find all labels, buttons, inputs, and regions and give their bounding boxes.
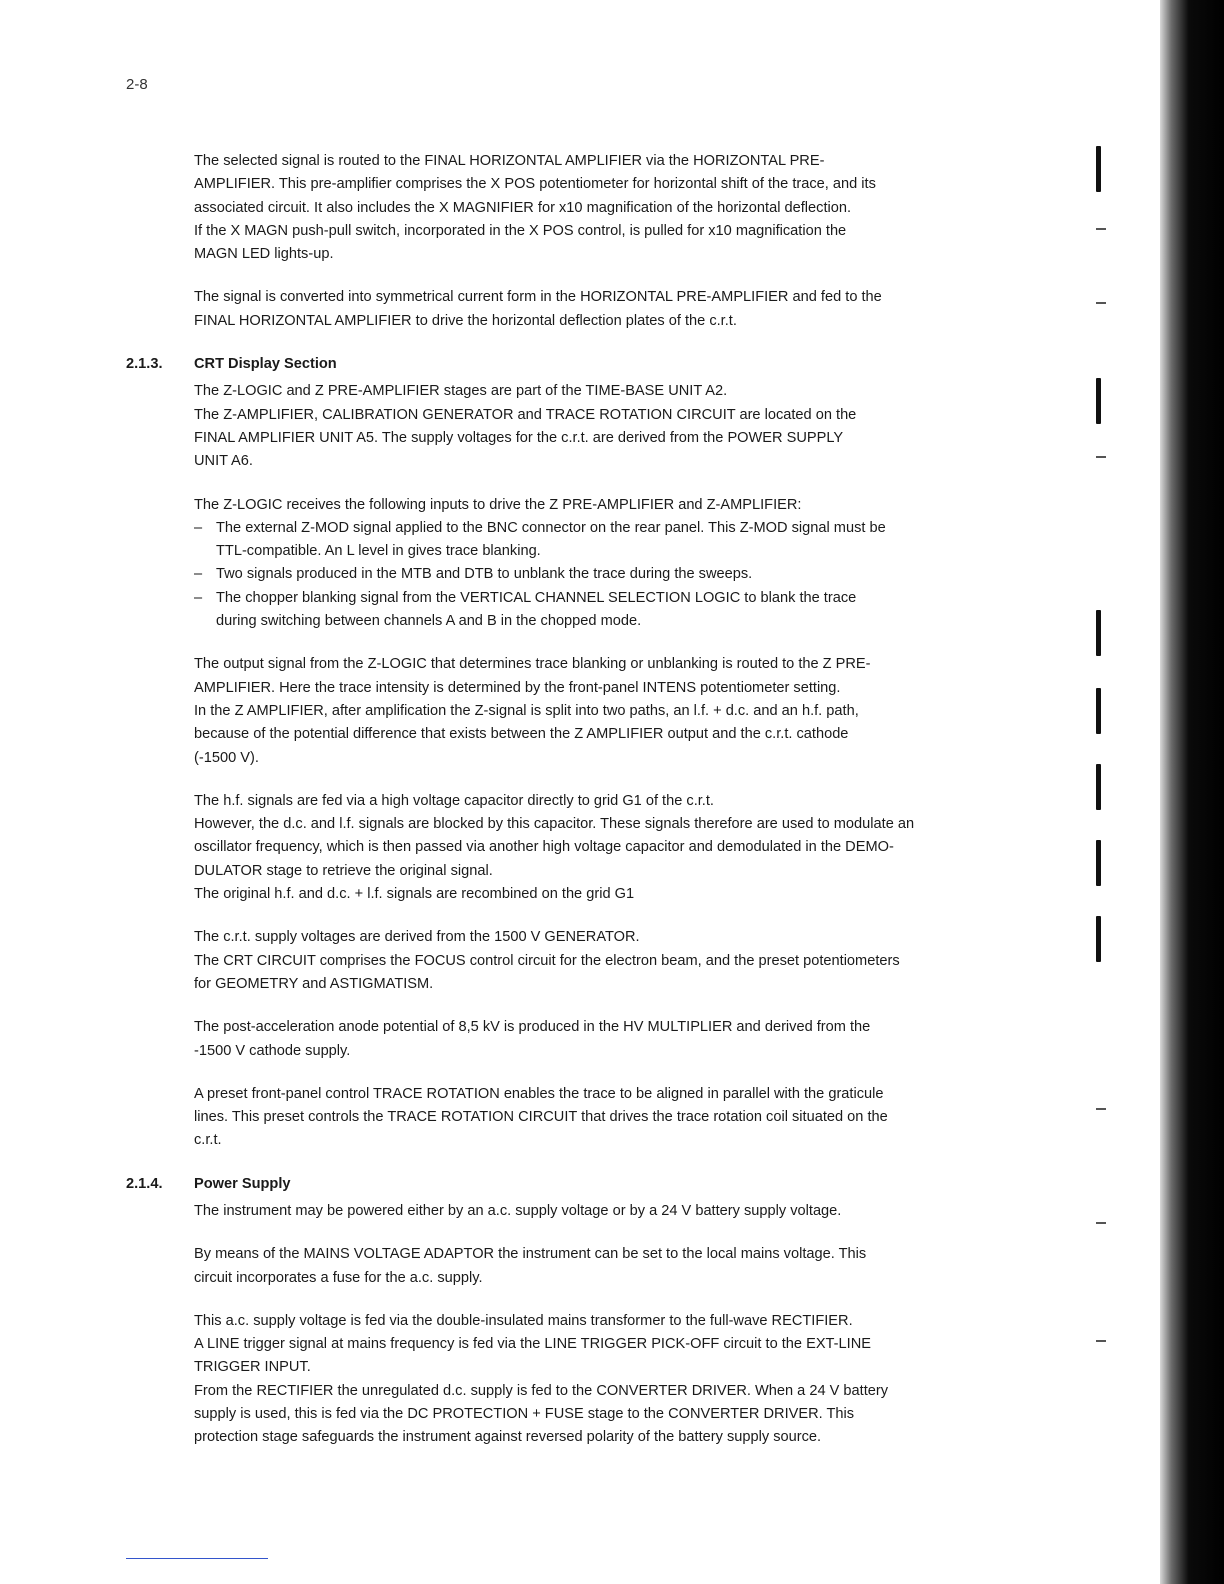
section-number: 2.1.3. <box>126 356 163 373</box>
scan-mark <box>1096 456 1106 458</box>
text-line: The output signal from the Z-LOGIC that determines trace blanking or unblanking is routed to the Z PRE- <box>194 656 871 673</box>
paragraph-output-signal <box>194 653 1024 769</box>
binding-mark <box>1096 610 1101 656</box>
text-line: The original h.f. and d.c. + l.f. signals are recombined on the grid G1 <box>194 886 635 903</box>
text-line: for GEOMETRY and ASTIGMATISM. <box>194 975 434 992</box>
section-title: Power Supply <box>194 1175 291 1192</box>
paragraph-units <box>194 380 1024 473</box>
text-line: The Z-AMPLIFIER, CALIBRATION GENERATOR and TRACE ROTATION CIRCUIT are located on the <box>194 406 857 423</box>
text-line: – Two signals produced in the MTB and DTB to unblank the trace during the sweeps. <box>216 566 753 583</box>
text-line: – The external Z-MOD signal applied to the BNC connector on the rear panel. This Z-MOD signal must be <box>216 519 886 536</box>
list-item <box>194 587 1024 634</box>
text-line: UNIT A6. <box>194 453 253 470</box>
list-item <box>194 563 1024 586</box>
text-line: lines. This preset controls the TRACE ROTATION CIRCUIT that drives the trace rotation coil situated on the <box>194 1109 888 1126</box>
section-heading-crt-display <box>126 353 1024 376</box>
text-line: However, the d.c. and l.f. signals are blocked by this capacitor. These signals therefore are used to modulate an <box>194 816 915 833</box>
scan-mark <box>1096 1222 1106 1224</box>
section-number: 2.1.4. <box>126 1175 163 1192</box>
text-line: because of the potential difference that exists between the Z AMPLIFIER output and the c.r.t. cathode <box>194 726 849 743</box>
text-line: FINAL AMPLIFIER UNIT A5. The supply voltages for the c.r.t. are derived from the POWER SUPPLY <box>194 429 844 446</box>
text-line: AMPLIFIER. Here the trace intensity is determined by the front-panel INTENS potentiometer setting. <box>194 679 841 696</box>
paragraph-mains-adaptor <box>194 1243 1024 1290</box>
text-line: The selected signal is routed to the FINAL HORIZONTAL AMPLIFIER via the HORIZONTAL PRE- <box>194 153 825 169</box>
z-logic-input-list <box>194 517 1024 633</box>
binding-mark <box>1096 840 1101 886</box>
text-line: If the X MAGN push-pull switch, incorporated in the X POS control, is pulled for x10 magnification the <box>194 222 847 239</box>
text-line: FINAL HORIZONTAL AMPLIFIER to drive the horizontal deflection plates of the c.r.t. <box>194 312 737 329</box>
text-line: The CRT CIRCUIT comprises the FOCUS control circuit for the electron beam, and the preset potentiometers <box>194 952 900 969</box>
text-line: -1500 V cathode supply. <box>194 1042 351 1059</box>
text-line: From the RECTIFIER the unregulated d.c. supply is fed to the CONVERTER DRIVER. When a 24 V battery <box>194 1382 889 1399</box>
paragraph-horizontal-preamp <box>194 150 1024 266</box>
text-line: The Z-LOGIC and Z PRE-AMPLIFIER stages are part of the TIME-BASE UNIT A2. <box>194 383 728 400</box>
text-line: protection stage safeguards the instrument against reversed polarity of the battery supply source. <box>194 1429 822 1446</box>
text-line: DULATOR stage to retrieve the original signal. <box>194 862 493 879</box>
scan-mark <box>1096 1340 1106 1342</box>
text-line: The Z-LOGIC receives the following inputs to drive the Z PRE-AMPLIFIER and Z-AMPLIFIER: <box>194 496 802 513</box>
binding-mark <box>1096 378 1101 424</box>
text-line: The instrument may be powered either by an a.c. supply voltage or by a 24 V battery supply voltage. <box>194 1202 842 1219</box>
binding-mark <box>1096 688 1101 734</box>
text-line: A preset front-panel control TRACE ROTATION enables the trace to be aligned in parallel with the graticule <box>194 1085 884 1102</box>
text-line: TRIGGER INPUT. <box>194 1359 311 1376</box>
scan-mark <box>1096 228 1106 230</box>
paragraph-power-options <box>194 1200 1024 1223</box>
section-heading-power-supply <box>126 1173 1024 1196</box>
section-title: CRT Display Section <box>194 356 337 373</box>
page-number: 2-8 <box>126 76 148 93</box>
text-line: AMPLIFIER. This pre-amplifier comprises the X POS potentiometer for horizontal shift of the trace, and its <box>194 176 876 193</box>
paragraph-hf-signals <box>194 790 1024 906</box>
text-line: In the Z AMPLIFIER, after amplification the Z-signal is split into two paths, an l.f. + d.c. and an h.f. path, <box>194 702 859 719</box>
paragraph-trace-rotation <box>194 1083 1024 1153</box>
text-line: The post-acceleration anode potential of 8,5 kV is produced in the HV MULTIPLIER and derived from the <box>194 1019 871 1036</box>
footnote-rule <box>126 1558 268 1559</box>
text-line: (-1500 V). <box>194 749 259 766</box>
paragraph-rectifier <box>194 1310 1024 1450</box>
scan-mark <box>1096 302 1106 304</box>
text-line: circuit incorporates a fuse for the a.c. supply. <box>194 1269 483 1286</box>
text-line: By means of the MAINS VOLTAGE ADAPTOR the instrument can be set to the local mains voltage. This <box>194 1246 867 1263</box>
text-line: c.r.t. <box>194 1132 222 1149</box>
paragraph-crt-supply <box>194 926 1024 996</box>
text-line: associated circuit. It also includes the X MAGNIFIER for x10 magnification of the horizontal deflection. <box>194 199 852 216</box>
paragraph-z-logic-inputs <box>194 494 1024 517</box>
scan-edge-strip <box>1160 0 1224 1584</box>
text-line: The signal is converted into symmetrical current form in the HORIZONTAL PRE-AMPLIFIER and fed to the <box>194 289 882 306</box>
paragraph-symmetrical-current <box>194 286 1024 333</box>
text-line: This a.c. supply voltage is fed via the double-insulated mains transformer to the full-wave RECTIFIER. <box>194 1312 853 1329</box>
list-item <box>194 517 1024 564</box>
scan-mark <box>1096 1108 1106 1110</box>
binding-mark <box>1096 764 1101 810</box>
binding-mark <box>1096 146 1101 192</box>
text-line: The h.f. signals are fed via a high voltage capacitor directly to grid G1 of the c.r.t. <box>194 792 714 809</box>
paragraph-post-acceleration <box>194 1016 1024 1063</box>
text-line: MAGN LED lights-up. <box>194 246 334 263</box>
document-body <box>126 150 1024 1470</box>
text-line: The c.r.t. supply voltages are derived from the 1500 V GENERATOR. <box>194 929 640 946</box>
text-line: A LINE trigger signal at mains frequency is fed via the LINE TRIGGER PICK-OFF circuit to the EXT-LINE <box>194 1336 871 1353</box>
text-line: during switching between channels A and B in the chopped mode. <box>216 613 642 630</box>
text-line: supply is used, this is fed via the DC PROTECTION + FUSE stage to the CONVERTER DRIVER. This <box>194 1406 855 1423</box>
binding-mark <box>1096 916 1101 962</box>
text-line: oscillator frequency, which is then passed via another high voltage capacitor and demodulated in the DEMO- <box>194 839 894 856</box>
text-line: – The chopper blanking signal from the VERTICAL CHANNEL SELECTION LOGIC to blank the trace <box>216 589 857 606</box>
text-line: TTL-compatible. An L level in gives trace blanking. <box>216 543 541 560</box>
